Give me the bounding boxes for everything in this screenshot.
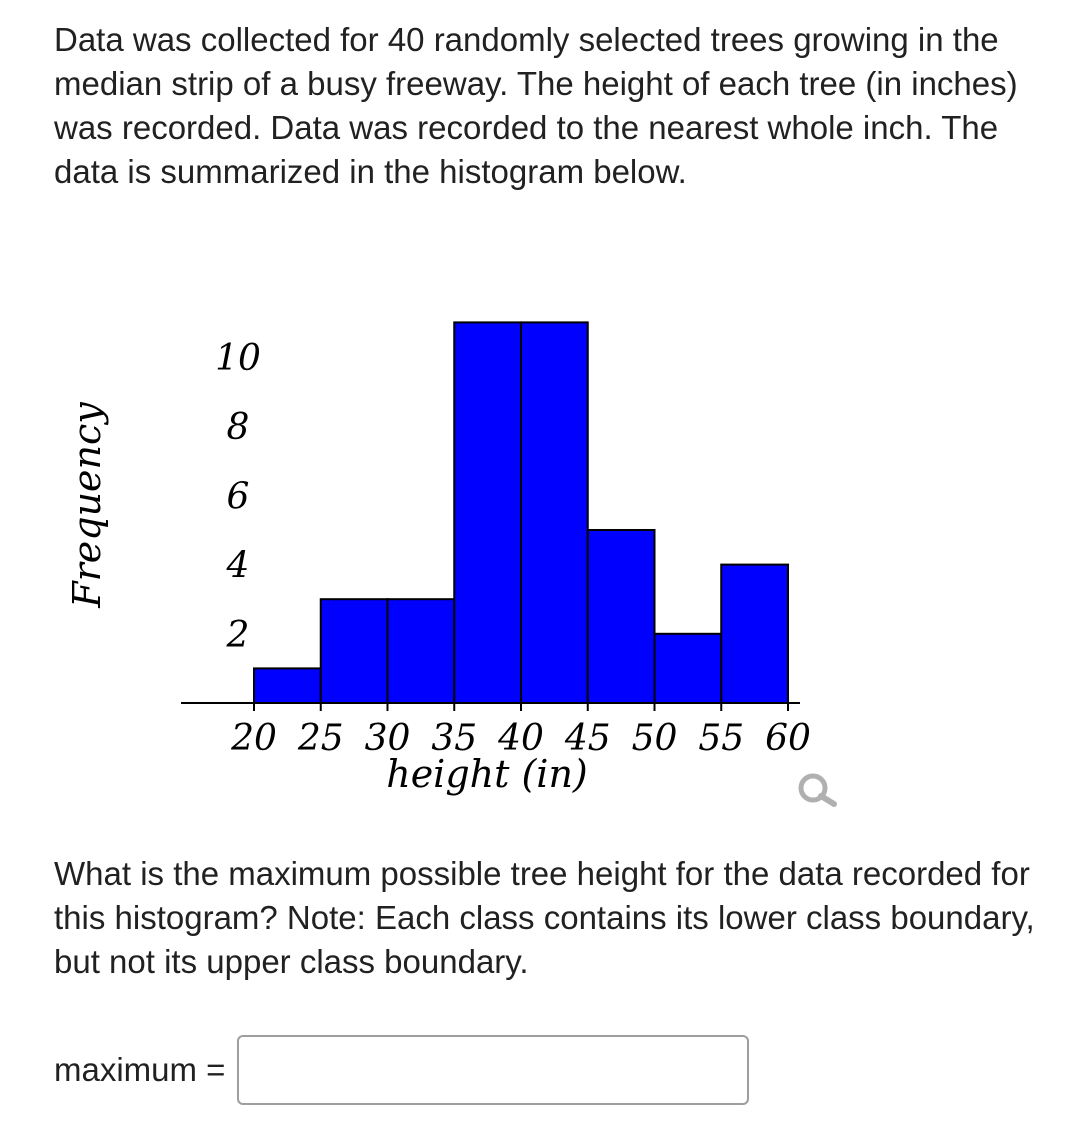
x-tick-label: 30 xyxy=(364,718,411,759)
y-tick-label: 2 xyxy=(226,614,250,656)
histogram-bar xyxy=(721,565,788,703)
histogram-bar xyxy=(321,599,388,703)
y-tick-label: 6 xyxy=(226,476,250,518)
histogram-bar xyxy=(254,668,321,703)
y-tick-label: 4 xyxy=(226,545,250,587)
histogram-bar xyxy=(388,599,455,703)
histogram-chart xyxy=(0,280,1080,820)
x-tick-label: 35 xyxy=(431,718,478,759)
problem-intro: Data was collected for 40 randomly selected trees growing in the median strip of a busy freeway. The height of each tree (in inches) was recorded. Data was recorded to the nearest whole inch. The data is summarized in the histogram below. xyxy=(54,21,1018,190)
x-tick-label: 50 xyxy=(631,718,678,759)
histogram-bar xyxy=(655,634,722,703)
x-tick-label: 20 xyxy=(231,718,277,759)
x-tick-label: 40 xyxy=(498,718,544,759)
y-tick-label: 8 xyxy=(226,407,250,449)
question-text: What is the maximum possible tree height for the data recorded for this histogram? Note: Each class contains its lower class boundary, but not its upper class boundary. xyxy=(54,855,1035,980)
x-tick-label: 25 xyxy=(297,718,344,759)
x-axis-label: height (in) xyxy=(386,752,588,796)
histogram-bar xyxy=(588,530,655,703)
answer-row xyxy=(54,1032,749,1108)
x-tick-label: 55 xyxy=(698,718,745,759)
y-axis-label: Frequency xyxy=(65,402,109,608)
y-tick-label: 10 xyxy=(215,338,261,379)
histogram-bar xyxy=(454,322,521,703)
maximum-input[interactable] xyxy=(237,1035,749,1105)
maximum-label: maximum = xyxy=(54,1051,226,1088)
magnifier-icon[interactable] xyxy=(801,776,834,804)
x-tick-label: 45 xyxy=(564,718,611,759)
x-tick-label: 60 xyxy=(765,718,811,759)
histogram-bar xyxy=(521,322,588,703)
